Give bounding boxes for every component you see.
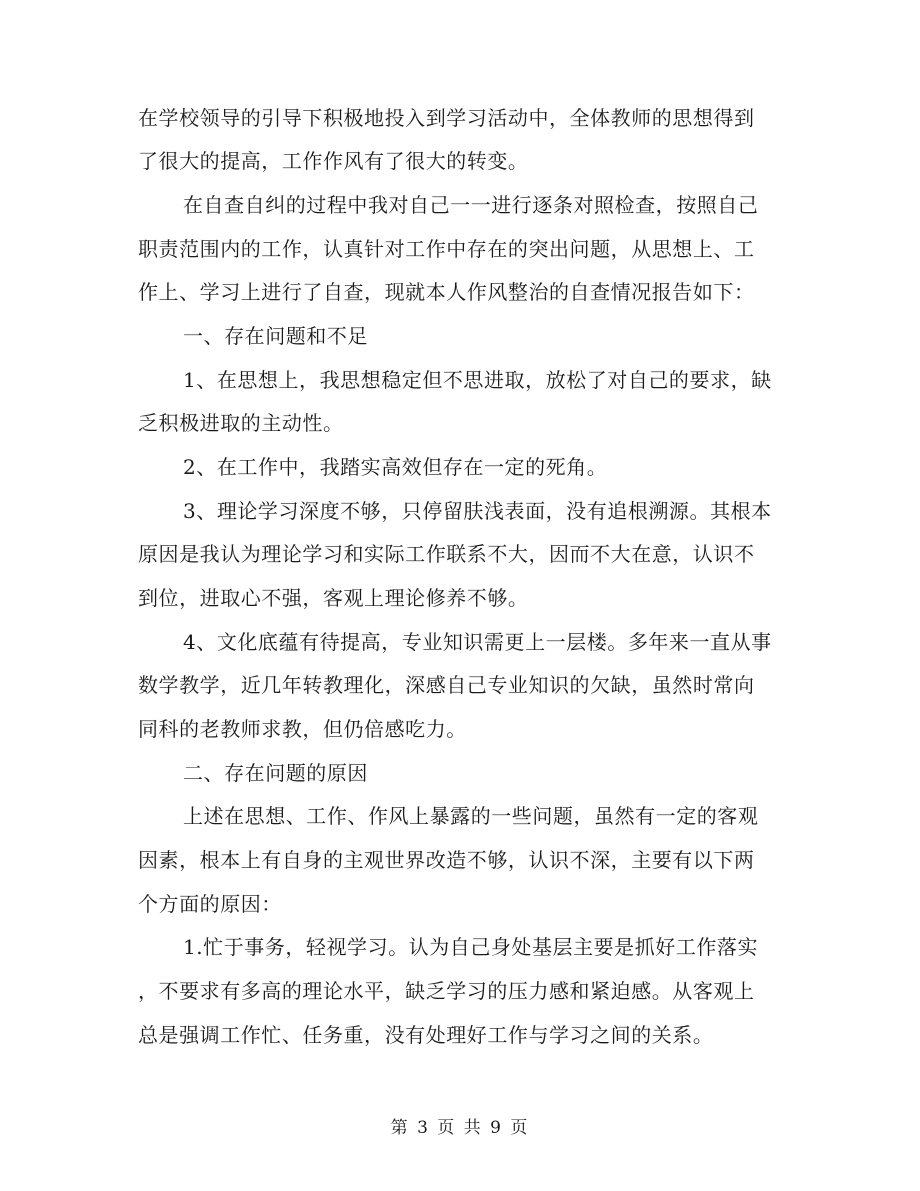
text-line: 作上、学习上进行了自查，现就本人作风整治的自查情况报告如下： [138,280,755,304]
text-line: 原因是我认为理论学习和实际工作联系不大，因而不大在意，认识不 [138,542,755,566]
paragraph-start-line: 上述在思想、工作、作风上暴露的一些问题，虽然有一定的客观 [183,804,759,828]
section-heading-causes: 二、存在问题的原因 [183,761,368,785]
text-line: 在学校领导的引导下积极地投入到学习活动中，全体教师的思想得到 [138,106,755,130]
list-item-3-line: 3、理论学习深度不够，只停留肤浅表面，没有追根溯源。其根本 [183,499,772,523]
text-line: 同科的老教师求教，但仍倍感吃力。 [138,717,467,741]
list-item-4-line: 4、文化底蕴有待提高，专业知识需更上一层楼。多年来一直从事 [183,630,772,654]
paragraph-start-line: 在自查自纠的过程中我对自己一一进行逐条对照检查，按照自己 [183,193,759,217]
page-number-footer: 第 3 页 共 9 页 [390,1118,530,1138]
text-line: 因素，根本上有自身的主观世界改造不够，认识不深，主要有以下两 [138,848,755,872]
cause-item-1-line: 1.忙于事务，轻视学习。认为自己身处基层主要是抓好工作落实 [183,935,759,959]
text-line: 总是强调工作忙、任务重，没有处理好工作与学习之间的关系。 [138,1023,714,1047]
text-line: 职责范围内的工作，认真针对工作中存在的突出问题，从思想上、工 [138,237,755,261]
list-item-1-line: 1、在思想上，我思想稳定但不思进取，放松了对自己的要求，缺 [183,368,772,392]
text-line: ，不要求有多高的理论水平，缺乏学习的压力感和紧迫感。从客观上 [138,979,755,1003]
text-line: 乏积极进取的主动性。 [138,411,344,435]
text-line: 个方面的原因： [138,892,282,916]
text-line: 数学教学，近几年转教理化，深感自己专业知识的欠缺，虽然时常向 [138,673,755,697]
list-item-2-line: 2、在工作中，我踏实高效但存在一定的死角。 [183,455,608,479]
section-heading-problems: 一、存在问题和不足 [183,324,368,348]
text-line: 了很大的提高，工作作风有了很大的转变。 [138,149,529,173]
text-line: 到位，进取心不强，客观上理论修养不够。 [138,586,529,610]
